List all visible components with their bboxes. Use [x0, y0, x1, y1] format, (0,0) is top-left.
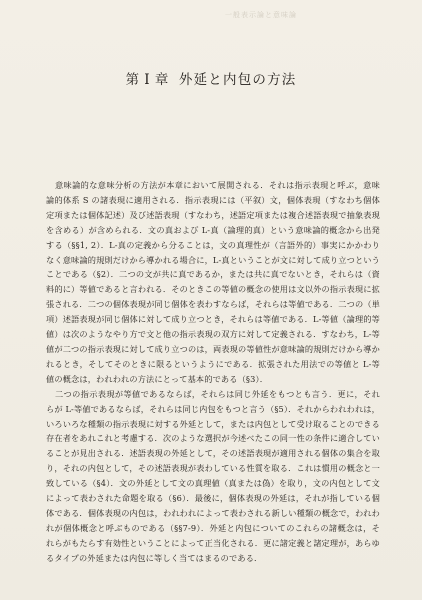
chapter-name: 外延と内包の方法 — [178, 72, 297, 88]
paragraph-2: 二つの指示表現が等値であるならば，それらは同じ外延をもつとも言う．更に，それらが L-等値であるならば，それらは同じ内包をもつと言う（§5）．それからわれわれは，いろいろな種類の指示表現に対する外延として，または内包として受け取ることのできる存在者をあれこれと考慮する．次のような選択が今述べたこの同一性の条件に適合していることが見出される．述語表現の外延として，その述語表現が適用される個体の集合を取り，それの内包として，その述語表現が表わしている性質を取る．これは慣用の概念と一致している（§4）．文の外延として文の真理値（真または偽）を取り，文の内包として文によって表わされた命題を取る（§6）．最後に，個体表現の外延は，それが指している個体である．個体表現の内包は，われわれによって表わされる新しい種類の概念で，われわれが個体概念と呼ぶものである（§§7-9）．外延と内包についてのこれらの諸概念は，それらがもたらす有効性ということによって正当化される．更に諸定義と諸定理が，あらゆるタイプの外延または内包に等しく当てはまるのである． — [46, 388, 380, 563]
chapter-title — [0, 68, 422, 88]
chapter-number: 第 I 章 — [125, 72, 169, 88]
body-text — [46, 178, 380, 566]
paragraph-1: 意味論的な意味分析の方法が本章において展開される．それは指示表現と呼ぶ，意味論的体系 S の諸表現に適用される．指示表現には（平叙）文，個体表現（すなわち個体定項または個体記述）及び述語表現（すなわち，述語定項または複合述語表現で抽象表現を含める）が含められる．文の真および L-真（論理的真）という意味論的概念から出発する（§§1, 2）．L-真の定義から分ることは，文の真理性が（言語外的）事実にかかわりなく意味論的規則だけから導かれる場合に，L-真ということが文に対して成り立つということである（§2）．二つの文が共に真であるか，または共に真でないとき，それらは（資料的に）等値であると言われる．そのときこの等値の概念の使用は文以外の指示表現に拡張される．二つの個体表現が同じ個体を表わすならば，それらは等値である．二つの（単項）述語表現が同じ個体に対して成り立つとき，それらは等値である．L-等値（論理的等値）は次のようなやり方で文と他の指示表現の双方に対して定義される．すなわち，L-等値が二つの指示表現に対して成り立つのは，両表現の等値性が意味論的規則だけから導かれるとき，そしてそのときに限るというようにである．拡張された用法での等値と L-等値の概念は，われわれの方法にとって基本的である（§3）． — [46, 180, 380, 384]
show-through-text: 一般表示論と意味論 — [225, 11, 297, 19]
